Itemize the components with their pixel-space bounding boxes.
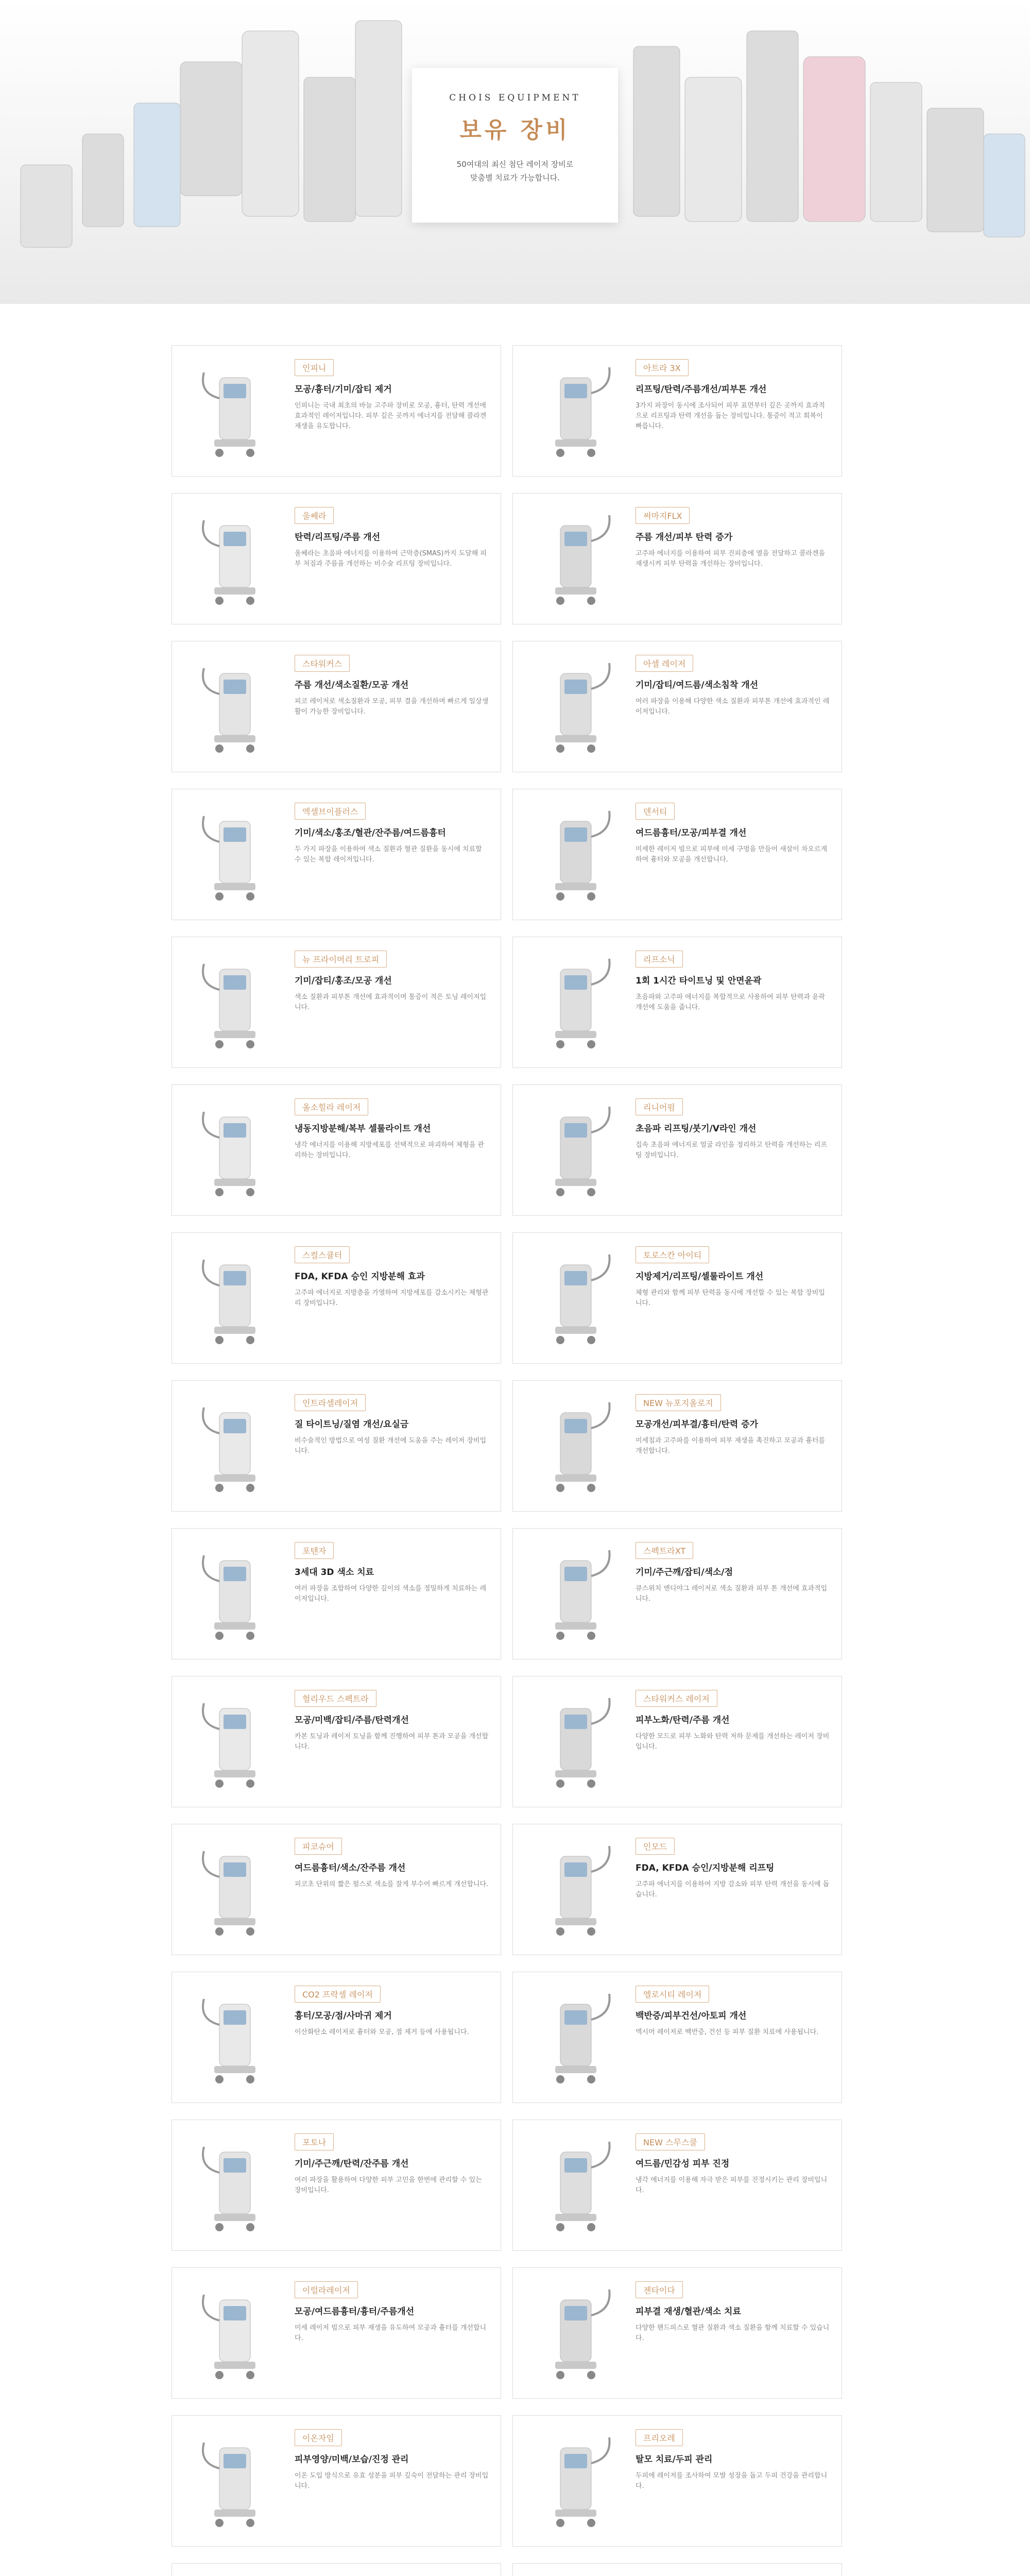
equipment-name-badge: NEW 뉴포지올로지 <box>636 1394 721 1411</box>
equipment-headline: 피부영양/미백/보습/진정 관리 <box>295 2454 409 2465</box>
equipment-text <box>295 2429 490 2492</box>
equipment-text <box>636 1986 831 2038</box>
equipment-card <box>171 1380 501 1512</box>
equipment-text <box>636 1542 831 1604</box>
equipment-description: 초음파와 고주파 에너지를 복합적으로 사용하여 피부 탄력과 윤곽 개선에 도움을 줍니다. <box>636 993 825 1011</box>
equipment-name-badge: 인모드 <box>636 1838 675 1855</box>
equipment-name-badge: 헐리우드 스펙트라 <box>295 1690 376 1707</box>
laser-machine-icon <box>524 505 627 613</box>
laser-machine-icon <box>524 2131 627 2240</box>
equipment-card <box>171 2120 501 2251</box>
equipment-text <box>636 1690 831 1752</box>
equipment-card <box>171 345 501 477</box>
equipment-description: 큐스위치 엔디야그 레이저로 색소 질환과 피부 톤 개선에 효과적입니다. <box>636 1585 828 1603</box>
equipment-description: 여러 파장을 이용해 다양한 색소 질환과 피부톤 개선에 효과적인 레이저입니다. <box>636 698 830 716</box>
equipment-card <box>171 2267 501 2399</box>
equipment-text <box>636 2133 831 2196</box>
equipment-card <box>171 1676 501 1807</box>
laser-machine-icon <box>524 1836 627 1944</box>
equipment-description: 이산화탄소 레이저로 흉터와 모공, 점 제거 등에 사용됩니다. <box>295 2028 469 2036</box>
laser-machine-icon <box>524 653 627 761</box>
equipment-name-badge: NEW 스무스쿨 <box>636 2133 705 2150</box>
equipment-name-badge: 아셀 레이저 <box>636 655 693 672</box>
equipment-headline: 모공/여드름흉터/흉터/주름개선 <box>295 2307 415 2317</box>
equipment-name-badge: 프리오레 <box>636 2429 683 2446</box>
equipment-card <box>512 2415 842 2547</box>
laser-machine-icon <box>183 948 286 1057</box>
equipment-headline: 여드름흉터/모공/피부결 개선 <box>636 828 747 838</box>
equipment-card <box>512 2563 842 2576</box>
equipment-description: 고주파 에너지를 이용하여 피부 진피층에 열을 전달하고 콜라겐을 재생시켜 피부 탄력을 개선하는 장비입니다. <box>636 550 825 568</box>
equipment-card <box>512 641 842 772</box>
equipment-text <box>295 803 490 865</box>
equipment-description: 3가지 파장이 동시에 조사되어 피부 표면부터 깊은 곳까지 효과적으로 리프팅과 탄력 개선을 돕는 장비입니다. 통증이 적고 회복이 빠릅니다. <box>636 402 825 430</box>
equipment-description: 여러 파장을 활용하여 다양한 피부 고민을 한번에 관리할 수 있는 장비입니다. <box>295 2176 482 2194</box>
equipment-headline: 흉터/모공/점/사마귀 제거 <box>295 2011 392 2021</box>
laser-machine-icon <box>183 357 286 465</box>
laser-machine-icon <box>183 1688 286 1796</box>
equipment-description: 다양한 모드로 피부 노화와 탄력 저하 문제를 개선하는 레이저 장비입니다. <box>636 1733 830 1751</box>
equipment-text <box>295 1542 490 1604</box>
equipment-description: 두피에 레이저를 조사하여 모발 성장을 돕고 두피 건강을 관리합니다. <box>636 2472 828 2490</box>
equipment-name-badge: 스펙트라XT <box>636 1542 693 1559</box>
equipment-description: 집속 초음파 에너지로 얼굴 라인을 정리하고 탄력을 개선하는 리프팅 장비입니다. <box>636 1141 828 1159</box>
laser-machine-icon <box>524 1540 627 1648</box>
equipment-name-badge: 인피니 <box>295 359 334 376</box>
equipment-text <box>295 507 490 569</box>
equipment-text <box>295 655 490 717</box>
equipment-headline: 모공/흉터/기미/잡티 제거 <box>295 384 392 395</box>
equipment-description: 고주파 에너지를 이용하여 지방 감소와 피부 탄력 개선을 동시에 돕습니다. <box>636 1880 830 1899</box>
equipment-headline: 여드름/민감성 피부 진정 <box>636 2159 730 2169</box>
hero-subtitle: 50여대의 최신 첨단 레이저 장비로 맞춤별 치료가 가능합니다. <box>456 160 574 182</box>
equipment-text <box>295 951 490 1013</box>
equipment-headline: 주름 개선/피부 탄력 증가 <box>636 532 733 543</box>
laser-machine-icon <box>183 2131 286 2240</box>
equipment-headline: 기미/색소/홍조/혈관/잔주름/여드름흉터 <box>295 828 446 838</box>
equipment-card <box>171 2415 501 2547</box>
equipment-card <box>171 2563 501 2576</box>
equipment-headline: 백반증/피부건선/아토피 개선 <box>636 2011 747 2021</box>
laser-machine-icon <box>183 1244 286 1352</box>
equipment-headline: 피부결 재생/혈관/색소 치료 <box>636 2307 741 2317</box>
laser-machine-icon <box>524 2279 627 2387</box>
equipment-text <box>636 803 831 865</box>
laser-machine-icon <box>183 1540 286 1648</box>
equipment-description: 울쎄라는 초음파 에너지를 이용하여 근막층(SMAS)까지 도달해 피부 처짐과 주름을 개선하는 비수술 리프팅 장비입니다. <box>295 550 487 568</box>
equipment-name-badge: 써마지FLX <box>636 507 690 524</box>
laser-machine-icon <box>183 505 286 613</box>
equipment-headline: 기미/주근깨/잡티/색소/점 <box>636 1567 733 1578</box>
equipment-headline: 피부노화/탄력/주름 개선 <box>636 1715 730 1725</box>
equipment-name-badge: 덴서티 <box>636 803 675 820</box>
equipment-name-badge: 스컬스큘터 <box>295 1246 350 1263</box>
equipment-text <box>295 1838 490 1890</box>
laser-machine-icon <box>524 801 627 909</box>
equipment-card <box>171 937 501 1068</box>
laser-machine-icon <box>524 357 627 465</box>
hero-eyebrow: CHOIS EQUIPMENT <box>449 93 581 103</box>
equipment-name-badge: 토로스칸 아이티 <box>636 1246 709 1263</box>
laser-machine-icon <box>183 1984 286 2092</box>
equipment-description: 엑시머 레이저로 백반증, 건선 등 피부 질환 치료에 사용됩니다. <box>636 2028 819 2036</box>
equipment-card <box>512 1380 842 1512</box>
equipment-description: 냉각 에너지를 이용해 자극 받은 피부를 진정시키는 관리 장비입니다. <box>636 2176 828 2194</box>
equipment-text <box>295 1246 490 1309</box>
equipment-text <box>636 2429 831 2492</box>
equipment-name-badge: 스타워커스 <box>295 655 350 672</box>
hero-title: 보유 장비 <box>459 117 571 143</box>
laser-machine-icon <box>183 1836 286 1944</box>
equipment-name-badge: 뉴 프라이머리 트로피 <box>295 951 387 968</box>
equipment-text <box>636 359 831 432</box>
equipment-name-badge: 리니어펌 <box>636 1098 683 1115</box>
equipment-card <box>512 1232 842 1364</box>
equipment-name-badge: 엘로시티 레이저 <box>636 1986 709 2003</box>
laser-machine-icon <box>524 1244 627 1352</box>
equipment-text <box>295 2133 490 2196</box>
equipment-name-badge: 피코슈어 <box>295 1838 342 1855</box>
equipment-headline: FDA, KFDA 승인/지방분해 리프팅 <box>636 1863 775 1873</box>
equipment-text <box>295 1986 490 2038</box>
laser-machine-icon <box>524 1688 627 1796</box>
equipment-headline: 냉동지방분해/복부 셀룰라이트 개선 <box>295 1124 431 1134</box>
equipment-text <box>295 1098 490 1161</box>
equipment-headline: 지방제거/리프팅/셀룰라이트 개선 <box>636 1272 764 1282</box>
equipment-card <box>512 789 842 920</box>
equipment-headline: 모공/미백/잡티/주름/탄력개선 <box>295 1715 409 1725</box>
equipment-text <box>636 655 831 717</box>
equipment-card <box>512 493 842 624</box>
equipment-name-badge: 이온자임 <box>295 2429 342 2446</box>
equipment-card <box>512 2267 842 2399</box>
equipment-card <box>512 1972 842 2103</box>
equipment-headline: 기미/주근깨/탄력/잔주름 개선 <box>295 2159 409 2169</box>
equipment-headline: 여드름흉터/색소/잔주름 개선 <box>295 1863 406 1873</box>
hero-card <box>412 68 618 223</box>
equipment-description: 냉각 에너지를 이용해 지방세포를 선택적으로 파괴하여 체형을 관리하는 장비입니다. <box>295 1141 484 1159</box>
laser-machine-icon <box>183 801 286 909</box>
equipment-text <box>636 951 831 1013</box>
equipment-description: 미세 레이저 빔으로 피부 재생을 유도하여 모공과 흉터를 개선합니다. <box>295 2324 487 2342</box>
laser-machine-icon <box>183 1096 286 1205</box>
equipment-text <box>295 1394 490 1456</box>
equipment-description: 피코초 단위의 짧은 펄스로 색소를 잘게 부수어 빠르게 개선합니다. <box>295 1880 489 1888</box>
equipment-card <box>512 2120 842 2251</box>
equipment-card <box>171 789 501 920</box>
equipment-name-badge: 아트라 3X <box>636 359 689 376</box>
equipment-name-badge: 인트라셀레이저 <box>295 1394 366 1411</box>
hero-banner <box>0 0 1030 304</box>
equipment-headline: 주름 개선/색소질환/모공 개선 <box>295 680 409 690</box>
equipment-description: 체형 관리와 함께 피부 탄력을 동시에 개선할 수 있는 복합 장비입니다. <box>636 1289 825 1307</box>
equipment-headline: 리프팅/탄력/주름개선/피부톤 개선 <box>636 384 767 395</box>
equipment-card <box>512 937 842 1068</box>
equipment-headline: 모공개선/피부결/흉터/탄력 증가 <box>636 1419 759 1430</box>
equipment-headline: FDA, KFDA 승인 지방분해 효과 <box>295 1272 425 1282</box>
equipment-name-badge: 포텐자 <box>295 1542 334 1559</box>
equipment-card <box>512 1528 842 1659</box>
equipment-text <box>636 507 831 569</box>
equipment-headline: 초음파 리프팅/붓기/V라인 개선 <box>636 1124 757 1134</box>
equipment-description: 색소 질환과 피부톤 개선에 효과적이며 통증이 적은 토닝 레이저입니다. <box>295 993 487 1011</box>
equipment-description: 다양한 핸드피스로 혈관 질환과 색소 질환을 함께 치료할 수 있습니다. <box>636 2324 830 2342</box>
equipment-headline: 3세대 3D 색소 치료 <box>295 1567 374 1578</box>
equipment-name-badge: 스타워커스 레이저 <box>636 1690 717 1707</box>
equipment-text <box>295 1690 490 1752</box>
equipment-card <box>512 1676 842 1807</box>
equipment-name-badge: 젠타이다 <box>636 2281 683 2298</box>
laser-machine-icon <box>183 653 286 761</box>
equipment-name-badge: 포토나 <box>295 2133 334 2150</box>
equipment-description: 두 가지 파장을 이용하여 색소 질환과 혈관 질환을 동시에 치료할 수 있는 복합 레이저입니다. <box>295 845 482 863</box>
equipment-card <box>171 1232 501 1364</box>
equipment-headline: 질 타이트닝/질염 개선/요실금 <box>295 1419 409 1430</box>
equipment-text <box>636 2281 831 2344</box>
equipment-card <box>512 1824 842 1955</box>
laser-machine-icon <box>183 2279 286 2387</box>
equipment-name-badge: 울쎄라 <box>295 507 334 524</box>
equipment-headline: 1회 1시간 타이트닝 및 안면윤곽 <box>636 976 762 986</box>
equipment-card <box>171 1528 501 1659</box>
equipment-card <box>171 1972 501 2103</box>
equipment-name-badge: CO2 프락셀 레이저 <box>295 1986 381 2003</box>
equipment-description: 미세침과 고주파를 이용하여 피부 재생을 촉진하고 모공과 흉터를 개선합니다. <box>636 1437 825 1455</box>
equipment-headline: 탄력/리프팅/주름 개선 <box>295 532 381 543</box>
equipment-name-badge: 이럴라레이저 <box>295 2281 358 2298</box>
equipment-description: 미세한 레이저 빔으로 피부에 미세 구멍을 만들어 새살이 차오르게 하여 흉터와 모공을 개선합니다. <box>636 845 828 863</box>
equipment-text <box>295 2281 490 2344</box>
laser-machine-icon <box>524 1984 627 2092</box>
equipment-card <box>171 641 501 772</box>
equipment-card <box>512 345 842 477</box>
equipment-description: 여러 파장을 조합하여 다양한 깊이의 색소를 정밀하게 치료하는 레이저입니다. <box>295 1585 487 1603</box>
laser-machine-icon <box>524 948 627 1057</box>
equipment-headline: 탈모 치료/두피 관리 <box>636 2454 713 2465</box>
equipment-text <box>636 1838 831 1900</box>
equipment-headline: 기미/잡티/여드름/색소침착 개선 <box>636 680 759 690</box>
equipment-name-badge: 엑셀브이플러스 <box>295 803 366 820</box>
equipment-card <box>171 1824 501 1955</box>
laser-machine-icon <box>524 2427 627 2535</box>
equipment-name-badge: 올소힐라 레이저 <box>295 1098 368 1115</box>
equipment-card <box>171 1084 501 1216</box>
equipment-description: 피코 레이저로 색소질환과 모공, 피부 결을 개선하며 빠르게 일상생활이 가능한 장비입니다. <box>295 698 489 716</box>
laser-machine-icon <box>524 1392 627 1500</box>
equipment-text <box>636 1394 831 1456</box>
laser-machine-icon <box>183 2427 286 2535</box>
laser-machine-icon <box>183 1392 286 1500</box>
equipment-headline: 기미/잡티/홍조/모공 개선 <box>295 976 392 986</box>
equipment-name-badge: 리프소닉 <box>636 951 683 968</box>
equipment-text <box>636 1098 831 1161</box>
laser-machine-icon <box>524 1096 627 1205</box>
equipment-description: 고주파 에너지로 지방층을 가열하여 지방세포를 감소시키는 체형관리 장비입니다. <box>295 1289 489 1307</box>
equipment-card <box>512 1084 842 1216</box>
equipment-text <box>636 1246 831 1309</box>
equipment-description: 비수술적인 방법으로 여성 질환 개선에 도움을 주는 레이저 장비입니다. <box>295 1437 487 1455</box>
equipment-text <box>295 359 490 432</box>
equipment-description: 이온 도입 방식으로 유효 성분을 피부 깊숙이 전달하는 관리 장비입니다. <box>295 2472 489 2490</box>
equipment-card <box>171 493 501 624</box>
equipment-description: 카본 토닝과 레이저 토닝을 함께 진행하여 피부 톤과 모공을 개선합니다. <box>295 1733 489 1751</box>
equipment-description: 인피니는 국내 최초의 바늘 고주파 장비로 모공, 흉터, 탄력 개선에 효과적인 레이저입니다. 피부 깊은 곳까지 에너지를 전달해 콜라겐 재생을 유도합니다. <box>295 402 487 430</box>
